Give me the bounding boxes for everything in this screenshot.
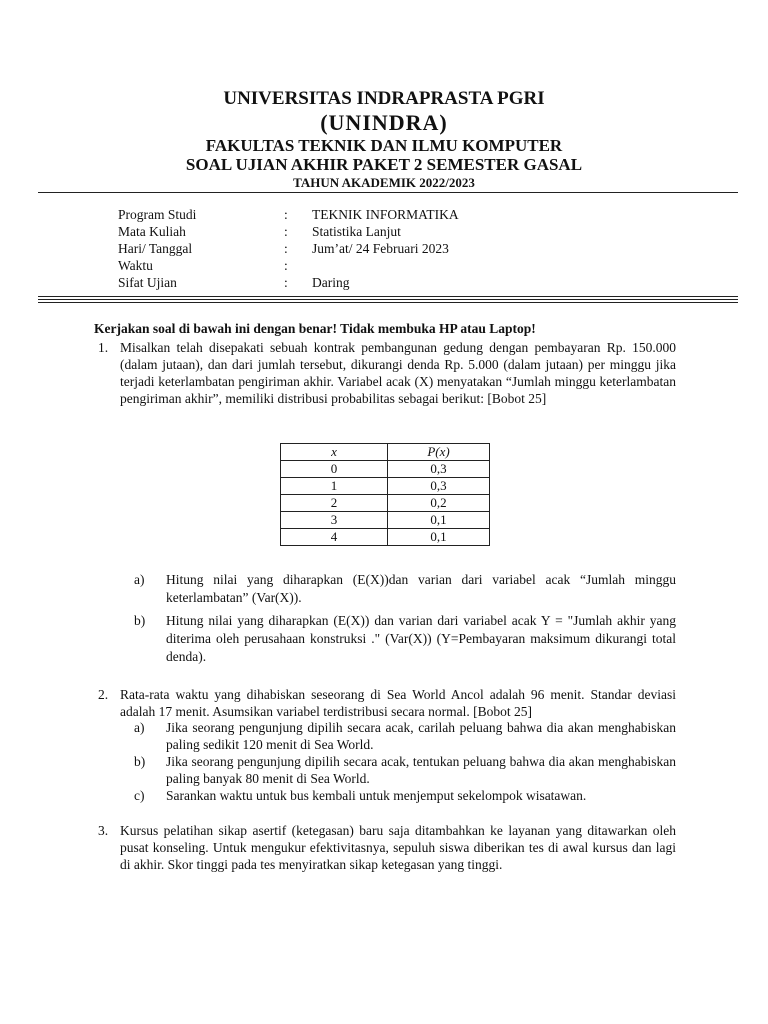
question-number: 3.	[98, 823, 109, 838]
exam-title: SOAL UJIAN AKHIR PAKET 2 SEMESTER GASAL	[185, 155, 583, 174]
info-label: Sifat Ujian	[118, 275, 177, 290]
info-value: Daring	[312, 275, 350, 290]
probability-table	[280, 443, 490, 546]
info-row-program	[118, 206, 459, 223]
info-row-time	[118, 257, 459, 274]
info-label: Hari/ Tanggal	[118, 241, 193, 256]
academic-year: TAHUN AKADEMIK 2022/2023	[293, 175, 475, 190]
part-letter: b)	[134, 613, 146, 628]
info-separator: :	[284, 275, 288, 290]
table-cell: 2	[281, 495, 388, 512]
table-cell: 0,2	[388, 495, 490, 512]
table-cell: 0,3	[388, 478, 490, 495]
info-divider	[38, 296, 738, 305]
table-header	[281, 444, 490, 461]
info-separator: :	[284, 258, 288, 273]
table-row	[281, 495, 490, 512]
info-label: Program Studi	[118, 207, 197, 222]
part-text: Jika seorang pengunjung dipilih secara acak, tentukan peluang bahwa dia akan menghabiskan paling banyak 80 menit di Sea World.	[166, 754, 676, 786]
table-row	[281, 461, 490, 478]
table-row	[281, 529, 490, 546]
question-text: Rata-rata waktu yang dihabiskan seseorang di Sea World Ancol adalah 96 menit. Standar deviasi adalah 17 menit. Asumsikan variabel terdistribusi secara normal. [Bobot 25]	[120, 687, 676, 719]
info-separator: :	[284, 207, 288, 222]
instruction: Kerjakan soal di bawah ini dengan benar! Tidak membuka HP atau Laptop!	[94, 321, 536, 336]
info-row-mode	[118, 274, 459, 291]
info-value: TEKNIK INFORMATIKA	[312, 207, 459, 222]
table-cell: 0	[281, 461, 388, 478]
header-divider	[38, 192, 738, 193]
table-cell: 4	[281, 529, 388, 546]
part-text: Hitung nilai yang diharapkan (E(X)) dan varian dari variabel acak Y = "Jumlah akhir yang diterima oleh perusahaan konstruksi ." (Var(X)) (Y=Pembayaran maksimum dikurangi total denda).	[166, 613, 676, 664]
info-row-course	[118, 223, 459, 240]
part-letter: a)	[134, 572, 145, 587]
info-value: Statistika Lanjut	[312, 224, 401, 239]
info-separator: :	[284, 241, 288, 256]
table-cell: 0,1	[388, 512, 490, 529]
table-cell: 0,1	[388, 529, 490, 546]
table-row	[281, 512, 490, 529]
info-row-date	[118, 240, 459, 257]
info-value: Jum’at/ 24 Februari 2023	[312, 241, 449, 256]
table-cell: 3	[281, 512, 388, 529]
university-name: UNIVERSITAS INDRAPRASTA PGRI	[223, 88, 545, 109]
info-label: Waktu	[118, 258, 153, 273]
faculty-name: FAKULTAS TEKNIK DAN ILMU KOMPUTER	[205, 136, 563, 155]
question-text: Misalkan telah disepakati sebuah kontrak pembangunan gedung dengan pembayaran Rp. 150.000 (dalam jutaan), dan dari jumlah tersebut, dikurangi denda Rp. 5.000 (dalam jutaan) per minggu jika terjadi keterlambatan pengiriman akhir. Variabel acak (X) menyatakan “Jumlah minggu keterlambatan pengiriman akhir”, memiliki distribusi probabilitas sebagai berikut: [Bobot 25]	[120, 340, 676, 406]
table-row	[281, 478, 490, 495]
question-number: 1.	[98, 340, 109, 355]
university-abbr: (UNINDRA)	[320, 110, 448, 135]
header-cell: P(x)	[388, 444, 490, 461]
info-separator: :	[284, 224, 288, 239]
info-label: Mata Kuliah	[118, 224, 186, 239]
part-text: Sarankan waktu untuk bus kembali untuk menjemput sekelompok wisatawan.	[166, 788, 587, 803]
exam-info	[118, 206, 459, 291]
part-letter: a)	[134, 720, 145, 735]
table-cell: 0,3	[388, 461, 490, 478]
part-text: Jika seorang pengunjung dipilih secara acak, carilah peluang bahwa dia akan menghabiskan paling sedikit 120 menit di Sea World.	[166, 720, 676, 752]
question-text: Kursus pelatihan sikap asertif (ketegasan) baru saja ditambahkan ke layanan yang ditawarkan oleh pusat konseling. Untuk mengukur efektivitasnya, sepuluh siswa diberikan tes di awal kursus dan lagi di akhir. Skor tinggi pada tes menyiratkan sikap ketegasan yang tinggi.	[120, 823, 676, 872]
question-number: 2.	[98, 687, 109, 702]
part-letter: c)	[134, 788, 145, 803]
part-text: Hitung nilai yang diharapkan (E(X))dan varian dari variabel acak “Jumlah minggu keterlambatan” (Var(X)).	[166, 572, 676, 605]
table-cell: 1	[281, 478, 388, 495]
part-letter: b)	[134, 754, 146, 769]
header-cell: x	[281, 444, 388, 461]
